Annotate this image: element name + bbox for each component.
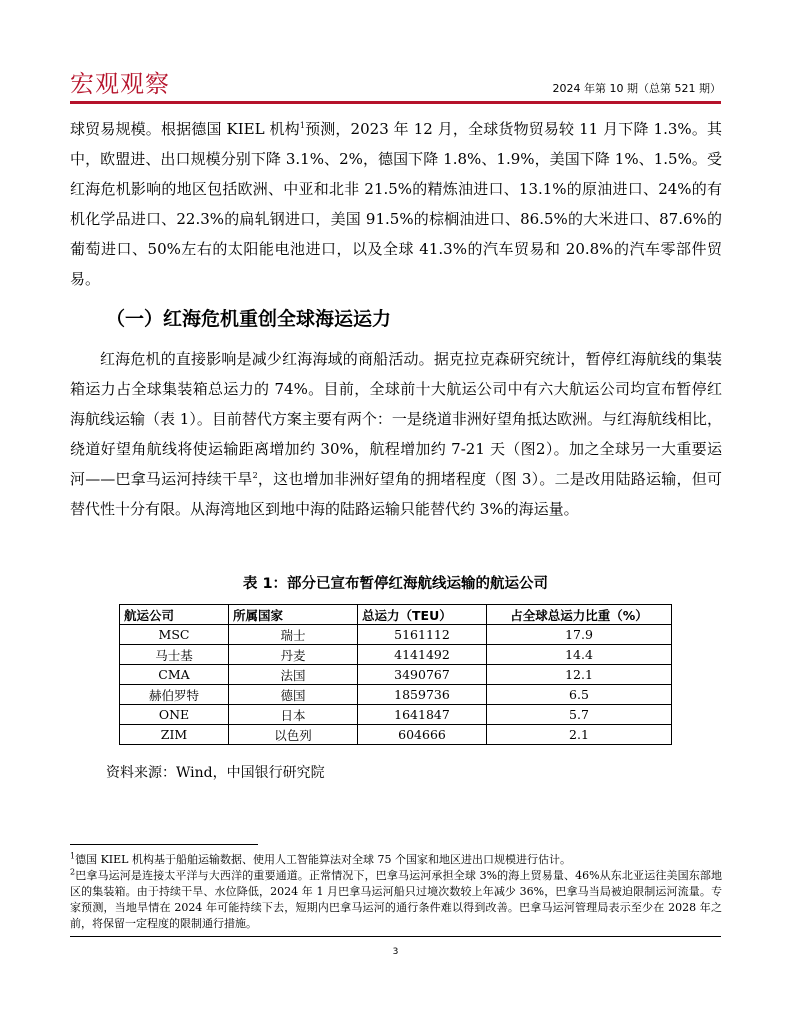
cell-company: ONE — [120, 705, 229, 725]
column-header-country: 所属国家 — [229, 605, 358, 625]
cell-share: 17.9 — [487, 625, 672, 645]
cell-capacity: 604666 — [358, 725, 487, 745]
publication-title: 宏观观察 — [70, 70, 170, 98]
cell-company: 马士基 — [120, 645, 229, 665]
cell-share: 5.7 — [487, 705, 672, 725]
footnote-text: 巴拿马运河是连接太平洋与大西洋的重要通道。正常情况下，巴拿马运河承担全球 3%的海上贸易量、46%从东北亚运往美国东部地区的集装箱。由于持续干旱、水位降低，2024 年 1 月巴拿马运河船只过境次数较上年减少 36%，巴拿马当局被迫限制运河流量。专家预测，当地旱情在 2024 年可能持续下去，短期内巴拿马运河的通行条件难以得到改善。巴拿马运河管理局表示至少在 2028 年之前，将保留一定程度的限制通行措施。 — [70, 869, 722, 930]
header-divider — [70, 101, 721, 104]
cell-country: 瑞士 — [229, 625, 358, 645]
cell-company: 赫伯罗特 — [120, 685, 229, 705]
footer-divider — [70, 936, 721, 937]
cell-capacity: 3490767 — [358, 665, 487, 685]
column-header-company: 航运公司 — [120, 605, 229, 625]
table-source-note: 资料来源：Wind，中国银行研究院 — [106, 765, 325, 781]
table-row — [120, 665, 672, 685]
footnotes — [70, 852, 722, 932]
column-header-share: 占全球总运力比重（%） — [487, 605, 672, 625]
cell-share: 2.1 — [487, 725, 672, 745]
footnote-2 — [70, 868, 722, 932]
cell-share: 12.1 — [487, 665, 672, 685]
table-row — [120, 685, 672, 705]
cell-company: CMA — [120, 665, 229, 685]
cell-capacity: 1641847 — [358, 705, 487, 725]
footnote-1 — [70, 852, 722, 868]
cell-country: 丹麦 — [229, 645, 358, 665]
cell-company: MSC — [120, 625, 229, 645]
section-heading: （一）红海危机重创全球海运运力 — [106, 308, 392, 330]
paragraph-text: 球贸易规模。根据德国 KIEL 机构 — [70, 120, 300, 138]
paragraph-text: 预测，2023 年 12 月，全球货物贸易较 11 月下降 1.3%。其中，欧盟进、出口规模分别下降 3.1%、2%，德国下降 1.8%、1.9%，美国下降 1%、1.5%。受红海危机影响的地区包括欧洲、中亚和北非 21.5%的精炼油进口、13.1%的原油进口、24%的有机化学品进口、22.3%的扁轧钢进口，美国 91.5%的棕榈油进口、86.5%的大米进口、87.6%的葡萄进口、50%左右的太阳能电池进口，以及全球 41.3%的汽车贸易和 20.8%的汽车零部件贸易。 — [70, 120, 722, 288]
cell-share: 14.4 — [487, 645, 672, 665]
column-header-capacity: 总运力（TEU） — [358, 605, 487, 625]
cell-country: 德国 — [229, 685, 358, 705]
paragraph-text: ，这也增加非洲好望角的拥堵程度（图 3）。二是改用陆路运输，但可替代性十分有限。从海湾地区到地中海的陆路运输只能替代约 3%的海运量。 — [70, 470, 722, 518]
table-caption: 表 1：部分已宣布暂停红海航线运输的航运公司 — [242, 576, 549, 592]
issue-number: 2024 年第 10 期（总第 521 期） — [552, 82, 721, 95]
cell-country: 法国 — [229, 665, 358, 685]
footnote-ref-2[interactable]: 2 — [252, 471, 258, 480]
body-paragraph-1 — [70, 114, 722, 294]
footnote-mark: 1 — [70, 851, 76, 861]
page-number: 3 — [392, 947, 399, 957]
paragraph-text: 红海危机的直接影响是减少红海海域的商船活动。据克拉克森研究统计，暂停红海航线的集装箱运力占全球集装箱总运力的 74%。目前，全球前十大航运公司中有六大航运公司均宣布暂停红海航线运输（表 1）。目前替代方案主要有两个：一是绕道非洲好望角抵达欧洲。与红海航线相比，绕道好望角航线将使运输距离增加约 30%，航程增加约 7-21 天（图2）。加之全球另一大重要运河——巴拿马运河持续干旱 — [70, 350, 722, 488]
table-row — [120, 645, 672, 665]
body-paragraph-2 — [70, 344, 722, 524]
table-row — [120, 705, 672, 725]
cell-capacity: 1859736 — [358, 685, 487, 705]
footnote-mark: 2 — [70, 867, 76, 877]
table-row — [120, 725, 672, 745]
cell-country: 以色列 — [229, 725, 358, 745]
shipping-companies-table — [119, 604, 672, 745]
footnote-divider — [70, 844, 258, 845]
cell-share: 6.5 — [487, 685, 672, 705]
cell-country: 日本 — [229, 705, 358, 725]
cell-company: ZIM — [120, 725, 229, 745]
table-header-row — [120, 605, 672, 625]
footnote-ref-1[interactable]: 1 — [299, 121, 305, 130]
cell-capacity: 5161112 — [358, 625, 487, 645]
footnote-text: 德国 KIEL 机构基于船舶运输数据、使用人工智能算法对全球 75 个国家和地区进出口规模进行估计。 — [75, 853, 571, 866]
cell-capacity: 4141492 — [358, 645, 487, 665]
table-row — [120, 625, 672, 645]
